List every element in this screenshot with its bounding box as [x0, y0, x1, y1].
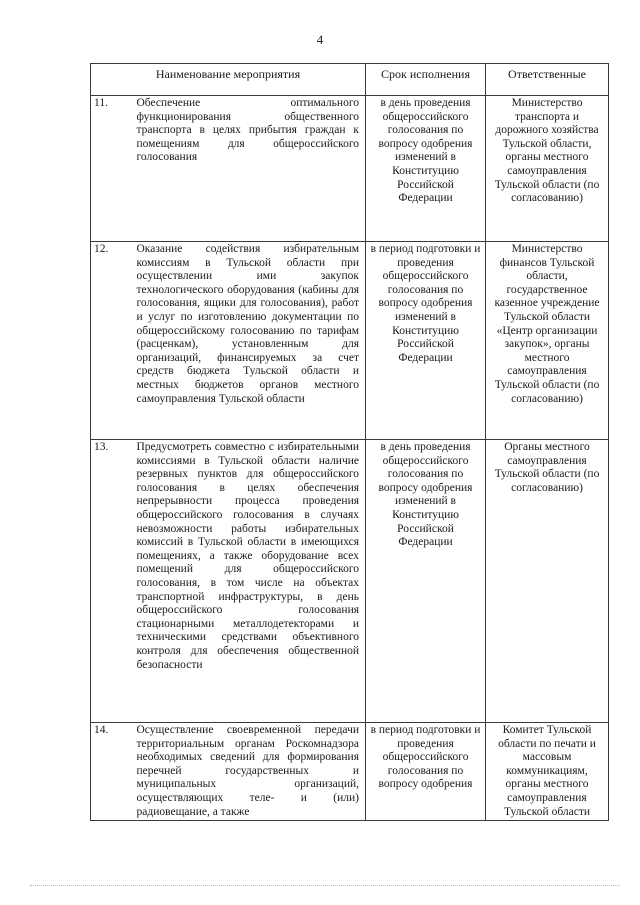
row-responsible: Комитет Тульской области по печати и массовым коммуникациям, органы местного самоуправления Тульской области [486, 723, 609, 821]
row-event: Осуществление своевременной передачи территориальным органам Роскомнадзора необходимых сведений для формирования перечней государственных и муниципальных организаций, осуществляющих теле- и (или) радиовещание, а также [134, 723, 366, 821]
row-number: 14. [91, 723, 134, 821]
table-row [91, 242, 609, 440]
row-deadline: в день проведения общероссийского голосования по вопросу одобрения изменений в Конституцию Российской Федерации [366, 440, 486, 723]
header-event: Наименование мероприятия [91, 64, 366, 96]
row-deadline: в период подготовки и проведения общероссийского голосования по вопросу одобрения изменений в Конституцию Российской Федерации [366, 242, 486, 440]
table-row [91, 723, 609, 821]
row-responsible: Органы местного самоуправления Тульской области (по согласованию) [486, 440, 609, 723]
row-event: Обеспечение оптимального функционирования общественного транспорта в целях прибытия граждан к помещениям для общероссийского голосования [134, 96, 366, 242]
row-number: 12. [91, 242, 134, 440]
row-responsible: Министерство финансов Тульской области, государственное казенное учреждение Тульской области «Центр организации закупок», органы местного самоуправления Тульской области (по согласованию) [486, 242, 609, 440]
page-number: 4 [316, 32, 324, 47]
row-number: 13. [91, 440, 134, 723]
table-row [91, 440, 609, 723]
scan-footer-marks [30, 885, 620, 890]
row-deadline: в период подготовки и проведения общероссийского голосования по вопросу одобрения [366, 723, 486, 821]
table-header-row [91, 64, 609, 96]
events-table [90, 63, 609, 821]
header-deadline: Срок исполнения [366, 64, 486, 96]
row-number: 11. [91, 96, 134, 242]
row-event: Предусмотреть совместно с избирательными комиссиями в Тульской области наличие резервных пунктов для общероссийского голосования в целях обеспечения непрерывности процесса проведения общероссийского голосования в случаях невозможности работы избирательных комиссий в Тульской области в имеющихся помещениях, а также оборудование всех помещений для общероссийского голосования, в том числе на объектах транспортной инфраструктуры, в день общероссийского голосования стационарными металлодетекторами и техническими средствами объективного контроля для обеспечения общественной безопасности [134, 440, 366, 723]
row-responsible: Министерство транспорта и дорожного хозяйства Тульской области, органы местного самоуправления Тульской области (по согласованию) [486, 96, 609, 242]
row-deadline: в день проведения общероссийского голосования по вопросу одобрения изменений в Конституцию Российской Федерации [366, 96, 486, 242]
row-event: Оказание содействия избирательным комиссиям в Тульской области при осуществлении ими закупок технологического оборудования (кабины для голосования, ящики для голосования), работ и услуг по изготовлению документации по общероссийскому голосованию по тарифам (расценкам), установленным для организаций, финансируемых за счет средств бюджета Тульской области и местных бюджетов органов местного самоуправления Тульской области [134, 242, 366, 440]
table-row [91, 96, 609, 242]
header-responsible: Ответственные [486, 64, 609, 96]
